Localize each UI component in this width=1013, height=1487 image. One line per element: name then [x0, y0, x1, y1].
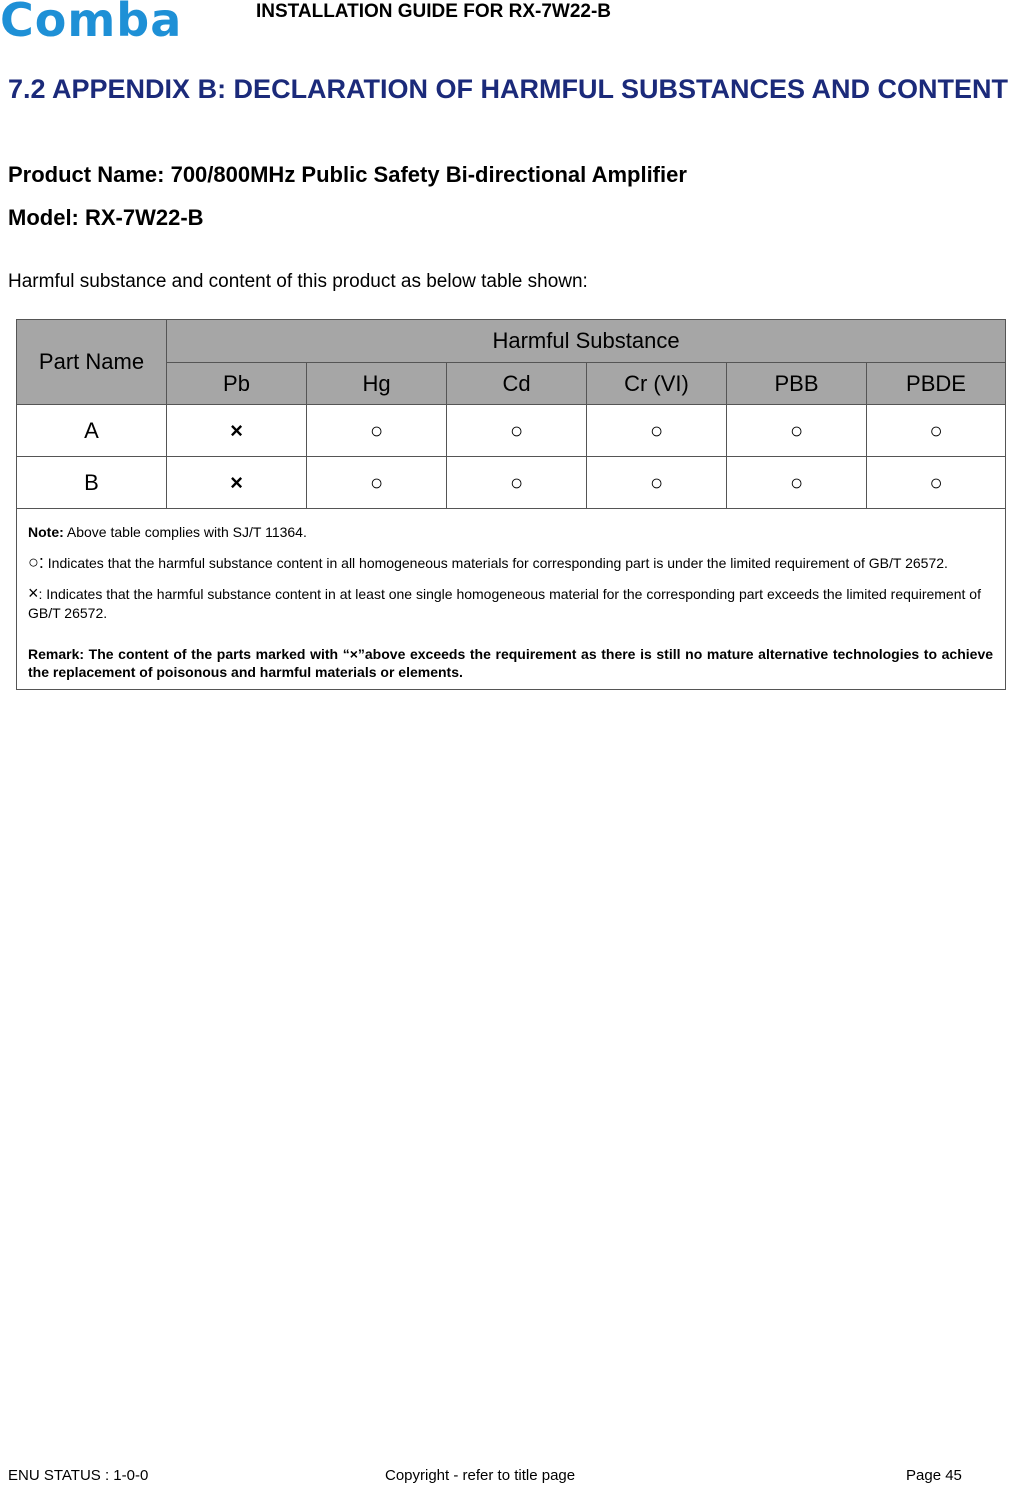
harmful-substance-table — [16, 319, 1006, 690]
part-cell: A — [17, 405, 167, 457]
part-name-header: Part Name — [17, 320, 167, 405]
mark-cell: × — [167, 457, 307, 509]
mark-cell: ○ — [447, 405, 587, 457]
intro-text: Harmful substance and content of this product as below table shown: — [8, 271, 588, 292]
cross-text: : Indicates that the harmful substance content in at least one single homogeneous material for the corresponding part exceeds the limited requirement of GB/T 26572. — [28, 586, 981, 621]
cross-symbol: × — [28, 583, 39, 603]
footer-copyright: Copyright - refer to title page — [385, 1467, 576, 1484]
logo-text: Comba — [0, 0, 183, 47]
part-cell: B — [17, 457, 167, 509]
circle-text: Indicates that the harmful substance content in all homogeneous materials for corresponding part is under the limited requirement of GB/T 26572. — [43, 555, 948, 571]
footer-page-number: Page 45 — [906, 1467, 962, 1484]
comba-logo — [0, 0, 183, 47]
model-name: Model: RX-7W22-B — [8, 205, 204, 230]
col-header-pbb: PBB — [727, 363, 867, 405]
note-label: Note: — [28, 524, 64, 540]
mark-cell: ○ — [727, 405, 867, 457]
col-header-pb: Pb — [167, 363, 307, 405]
mark-cell: ○ — [727, 457, 867, 509]
table-row — [17, 457, 1006, 509]
col-header-cr-vi: Cr (VI) — [587, 363, 727, 405]
circle-symbol: ○: — [28, 552, 44, 572]
footer-status: ENU STATUS : 1-0-0 — [8, 1467, 149, 1484]
header-title: INSTALLATION GUIDE FOR RX-7W22-B — [256, 1, 612, 22]
note-compliance — [28, 523, 993, 542]
col-header-pbde: PBDE — [867, 363, 1006, 405]
mark-cell: ○ — [867, 457, 1006, 509]
mark-cell: ○ — [307, 405, 447, 457]
mark-cell: × — [167, 405, 307, 457]
note-cross — [28, 584, 993, 623]
remark-text: Remark: The content of the parts marked with “×”above exceeds the requirement as there is still no mature alternative technologies to achieve the replacement of poisonous and harmful materials or elements. — [28, 646, 994, 680]
mark-cell: ○ — [307, 457, 447, 509]
mark-cell: ○ — [447, 457, 587, 509]
notes-cell — [17, 509, 1006, 690]
harmful-substance-header: Harmful Substance — [167, 320, 1006, 363]
section-title: 7.2 APPENDIX B: DECLARATION OF HARMFUL SUBSTANCES AND CONTENT — [8, 74, 1009, 104]
mark-cell: ○ — [587, 405, 727, 457]
note-circle — [28, 553, 993, 573]
col-header-cd: Cd — [447, 363, 587, 405]
mark-cell: ○ — [867, 405, 1006, 457]
col-header-hg: Hg — [307, 363, 447, 405]
mark-cell: ○ — [587, 457, 727, 509]
product-name: Product Name: 700/800MHz Public Safety Bi-directional Amplifier — [8, 162, 687, 187]
table-row — [17, 405, 1006, 457]
note-text: Above table complies with SJ/T 11364. — [63, 524, 307, 540]
